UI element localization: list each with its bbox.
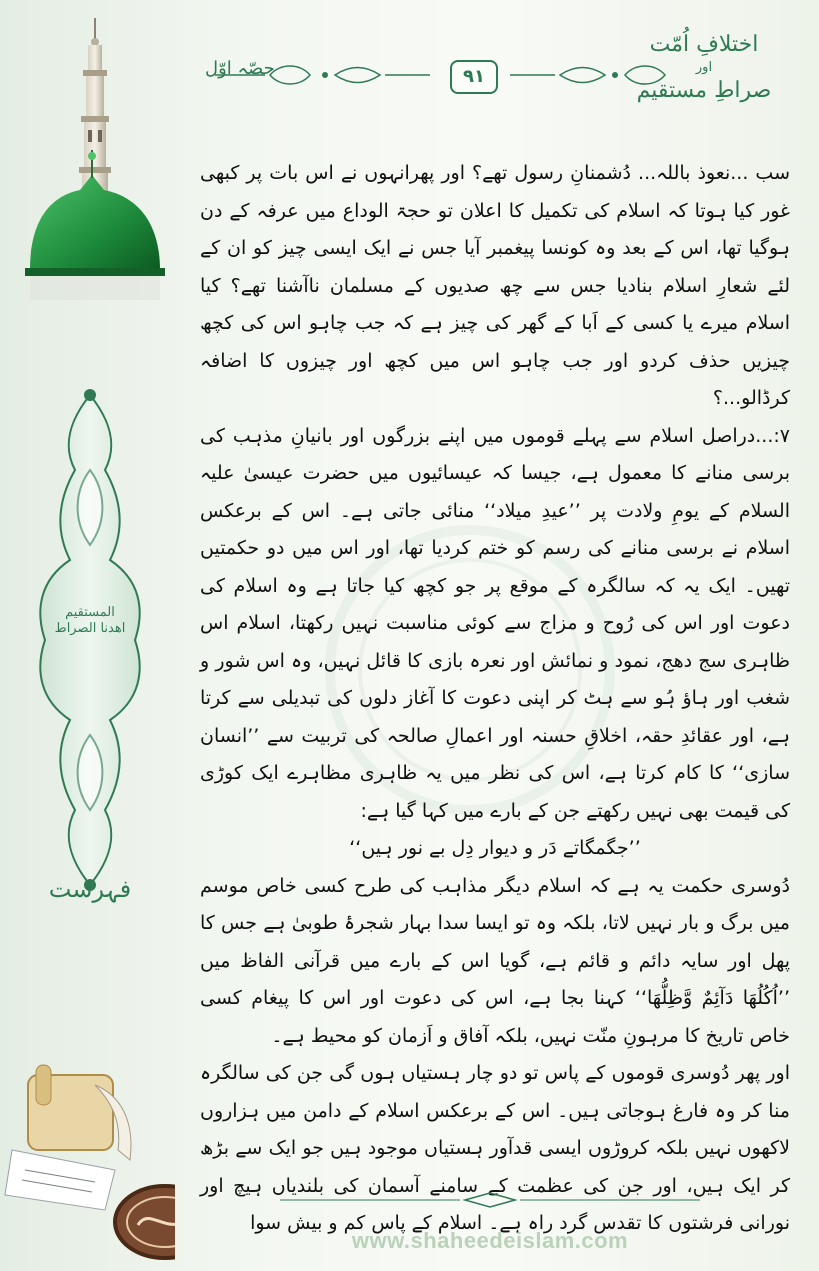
medallion-inscription xyxy=(45,605,135,637)
page-header xyxy=(175,0,819,150)
footer-divider xyxy=(280,1192,700,1208)
scroll-and-quill-icon xyxy=(5,1065,131,1210)
paragraph-1: سب ...نعوذ باللہ... دُشمنانِ رسول تھے؟ اور پھرانہوں نے اس بات پر کبھی غور کیا ہوتا کہ اسلام کی تکمیل کا اعلان تو حجۃ الوداع میں عرفہ کے دن ہوگیا تھا، اس کے بعد وہ کونسا پیغمبر آیا جس نے ایک ایسی چیز کو ان کے لئے شعارِ اسلام بنادیا جس سے چھ صدیوں کے مسلمان ناآشنا تھے؟ کیا اسلام میرے یا کسی کے اَبا کے گھر کی چیز ہے کہ جب چاہو اس کی کچھ چیزیں حذف کردو اور جب چاہو اس میں کچھ اور چیزوں کا اضافہ کرڈالو...؟ xyxy=(200,162,790,409)
website-link[interactable]: www.shaheedeislam.com xyxy=(351,1228,629,1253)
page-number: ۹۱ xyxy=(450,60,498,94)
book-title-line-2: اور xyxy=(695,60,713,75)
main-content xyxy=(200,155,790,1234)
paragraph-2: ۷:...دراصل اسلام سے پہلے قوموں میں اپنے بزرگوں اور بانیانِ مذہب کی برسی منانے کا معمول ہے، جیسا کہ عیسائیوں میں حضرت عیسیٰ علیہ السلام کے یومِ ولادت پر ’’عیدِ میلاد‘‘ منائی جاتی ہے۔ اس کے برعکس اسلام نے برسی منانے کی رسم کو ختم کردیا تھا، اور اس میں دو حکمتیں تھیں۔ ایک یہ کہ سالگرہ کے موقع پر جو کچھ کیا جاتا ہے وہ اسلام کی دعوت اور اس کی رُوح و مزاج سے کوئی مناسبت نہیں رکھتا، اسلام اس ظاہری سج دھج، نمود و نمائش اور نعرہ بازی کا قائل نہیں، وہ اس شور و شغب اور ہاؤ ہُو سے ہٹ کر اپنی دعوت کا آغاز دلوں کی تبدیلی سے کرتا ہے، اور عقائدِ حقہ، اخلاقِ حسنہ اور اعمالِ صالحہ کی تربیت سے ’’انسان سازی‘‘ کا کام کرتا ہے، اس کی نظر میں یہ ظاہری مظاہرے ایک کوڑی کی قیمت بھی نہیں رکھتے جن کے بارے میں کہا گیا ہے: xyxy=(200,424,790,822)
verse-quote: ’’جگمگاتے دَر و دیوار دِل بے نور ہیں‘‘ xyxy=(349,837,641,859)
paragraph-3: دُوسری حکمت یہ ہے کہ اسلام دیگر مذاہب کی طرح کسی خاص موسم میں برگ و بار نہیں لاتا، بلکہ وہ تو ایسا سدا بہار شجرۂ طوبیٰ ہے جس کا پھل اور سایہ دائم و قائم ہے، گویا اس کے بارے میں قرآنی الفاظ میں ’’اُکُلُھَا دَآئِمٌ وَّظِلُّھَا‘‘ کہنا بجا ہے، اس کی دعوت اور اس کا پیغام کسی خاص تاریخ کا مرہونِ منّت نہیں، بلکہ آفاق و اَزمان کو محیط ہے۔ xyxy=(200,874,790,1047)
ornamental-frame xyxy=(40,390,139,890)
signature-seal-icon xyxy=(115,1186,175,1258)
table-of-contents-link[interactable]: فہرست xyxy=(48,875,132,903)
medallion-line-2: اھدنا الصراط xyxy=(54,621,126,636)
book-title xyxy=(619,28,789,108)
book-title-line-1: اختلافِ اُمّت xyxy=(649,32,759,57)
medallion-line-1: المستقیم xyxy=(65,605,115,620)
paragraph-4: اور پھر دُوسری قوموں کے پاس تو دو چار ہستیاں ہوں گی جن کی سالگرہ منا کر وہ فارغ ہوجاتی ہیں۔ اس کے برعکس اسلام کے دامن میں ہزاروں لاکھوں نہیں بلکہ کروڑوں ایسی قدآور ہستیاں موجود ہیں جو ایک سے بڑھ کر ایک ہیں، اور جن کی عظمت کے سامنے آسمان کی بلندیاں ہیچ اور نورانی فرشتوں کا تقدس گرد راہ ہے۔ اسلام کے پاس کم و بیش سوا xyxy=(200,1062,790,1234)
part-label: حصّہ اوّل xyxy=(205,58,275,79)
book-title-line-3: صراطِ مستقیم xyxy=(636,78,772,103)
